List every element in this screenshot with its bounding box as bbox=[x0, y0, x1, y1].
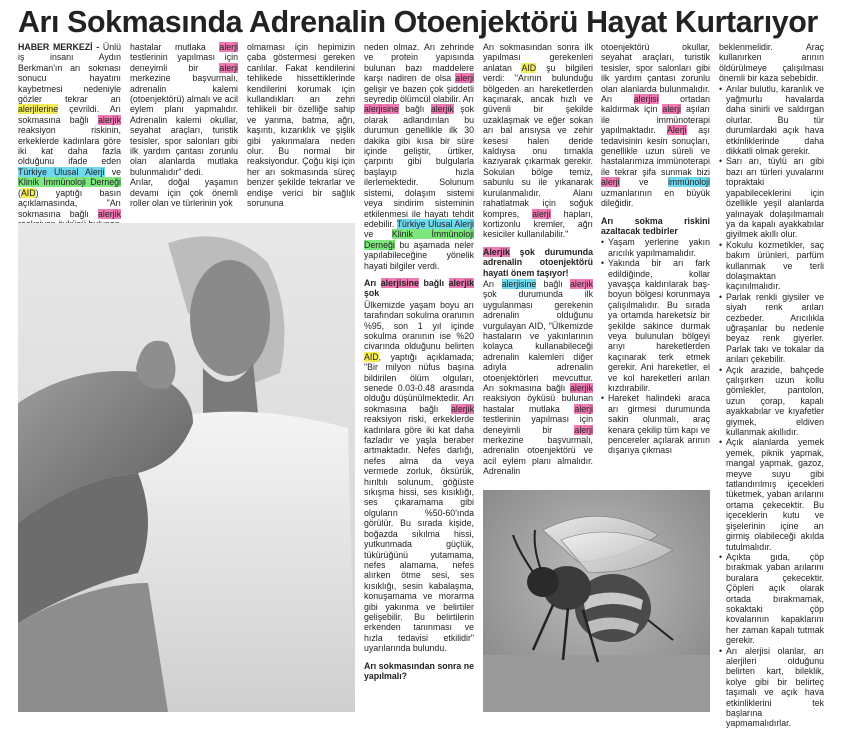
highlight-term: alerjilerine bbox=[18, 104, 59, 115]
column-1 bbox=[18, 42, 121, 222]
bee-photo bbox=[483, 490, 710, 712]
highlight-term: alerjisine bbox=[364, 104, 399, 115]
highlight-term: Türkiye Ulusal Alerji bbox=[396, 218, 474, 229]
highlight-term: Türkiye Ulusal Alerji bbox=[18, 166, 105, 177]
highlight-term: alerji bbox=[219, 62, 238, 73]
highlight-term: Alerjik bbox=[483, 246, 510, 257]
bullet-list bbox=[601, 237, 710, 456]
subheading: Arı sokma riskini azaltacak tedbirler bbox=[601, 215, 710, 236]
highlight-term: alerjisi bbox=[633, 94, 659, 105]
highlight-term: alerjisine bbox=[380, 277, 419, 288]
list-item: • Parlak renkli giysiler ve siyah renk arıları cezbeder. Arıcılıkla uğraşanlar bu nedenle beyaz renk giyerler. Parlak takı ve tokalar da arıları çekebilir. bbox=[719, 292, 824, 365]
highlight-term: Klinik İmmünoloji Derneği bbox=[18, 177, 121, 188]
highlight-term: alerjisine bbox=[501, 278, 537, 289]
list-item: • Sarı arı, tüylü arı gibi bazı arı türleri yuvalarını topraktaki yapabileceklerini için özellikle yeşil alanlarda yalınayak dolaşılmamalı ya da kapalı ayakkabılar giyilmek akıllı olur. bbox=[719, 156, 824, 239]
highlight-term: AID bbox=[521, 62, 537, 73]
list-item: • Arılar bulutlu, karanlık ve yağmurlu havalarda daha sinirli ve saldırgan olurlar. Bu tür durumlardaki açık hava etkinliklerinde daha dikkatli olmak gerekir. bbox=[719, 84, 824, 157]
photo-illustration bbox=[18, 223, 355, 712]
highlight-term: AID bbox=[20, 187, 36, 198]
paragraph: olmaması için hepimizin çaba göstermesi gereken canlılar. Fakat kendilerini tehlikede hissettiklerinde kendilerini korumak için kullandıkları arı zehri tehlikeli bir özelliğe sahip ve yanma, batma, ağrı, kaşıntı, kızarıklık ve şişlik gibi yakınmalara neden olur. Bu normal bir reaksiyondur. Çoğu kişi için her arı sokmasında süreç benzer şekilde tekrarlar ve endişe verici bir sağlık sorununa bbox=[247, 42, 355, 209]
highlight-term: alerjik bbox=[448, 277, 474, 288]
highlight-term: AID bbox=[364, 351, 379, 362]
column-2 bbox=[130, 42, 238, 222]
highlight-term: alerji bbox=[601, 177, 620, 188]
subheading: Arı sokmasından sonra ne yapılmalı? bbox=[364, 660, 474, 681]
paragraph: neden olmaz. Arı zehrinde ve protein yapısında bulunan bazı maddelere karşı nadiren de olsa alerji gelişir ve bazen çok şiddetli seyredip ölümcül olabilir. Arı alerjisine bağlı alerjik şok olarak adlandırılan bu durumun genellikle ilk 30 dakika gibi kısa bir süre içinde geliştir, ürtiker, çarpıntı gibi bulgularla başlayıp hızla ilerlemektedir. Solunum sistemi, dolaşım sistemi veya sindirim sisteminin etkilenmesi ile hayatı tehdit edebilir. Türkiye Ulusal Alerji ve Klinik İmmünoloji Derneği bu aşamada neler yapılabileceğine yönelik hayati bilgiler verdi. bbox=[364, 42, 474, 271]
subheading: Alerjik şok durumunda adrenalin otoenjektörü hayati önem taşıyor! bbox=[483, 246, 593, 278]
highlight-term: Alerji bbox=[666, 125, 687, 136]
highlight-term: alerjik bbox=[430, 104, 454, 115]
bullet-list bbox=[719, 84, 824, 729]
column-3 bbox=[247, 42, 355, 222]
list-item: • Açık arazide, bahçede çalışırken uzun kollu gömlekler, pantolon, uzun çorap, kapalı ayakkabılar ve kıyafetler giymek, eldiven kullanmak akıllıdır. bbox=[719, 365, 824, 438]
list-item: • Kokulu kozmetikler, saç bakım ürünleri, parfüm kullanmak ve terli dolaşmaktan kaçınılmalıdır. bbox=[719, 240, 824, 292]
column-4 bbox=[364, 42, 474, 712]
highlight-term: alerji bbox=[532, 208, 551, 219]
list-item: • Hareket halindeki araca arı girmesi durumunda sakin olunmalı, araç kenara çekilip tüm kapı ve pencereler açılarak arının dışarıya çıkması bbox=[601, 393, 710, 455]
paragraph: otoenjektörü okullar, seyahat araçları, turistik tesisler, spor salonları gibi ilk yardım çantası zorunlu olan alanlarda bulunmalıdır. Arı alerjisi ortadan kaldırmak için alerji aşıları ile immünoterapi yapılmaktadır. Alerji aşı tedavisinin kesin sonuçları, genellikle uzun süreli ve hastalarımıza immünoterapi ile tekrar şifa sunmak bizi alerji ve immünoloji uzmanlarının en büyük dileğidir. bbox=[601, 42, 710, 209]
highlight-term: alerjik bbox=[570, 278, 594, 289]
list-item: • Yaşam yerlerine yakın arıcılık yapılmamalıdır. bbox=[601, 237, 710, 258]
highlight-term: immünoloji bbox=[667, 177, 710, 188]
bee-illustration bbox=[483, 490, 710, 712]
highlight-term: alerji bbox=[574, 424, 593, 435]
highlight-term: alerjik bbox=[570, 383, 593, 393]
article-headline: Arı Sokmasında Adrenalin Otoenjektörü Hayat Kurtarıyor bbox=[18, 4, 818, 39]
list-item: • Açık alanlarda yemek yemek, piknik yapmak, mangal yapmak, gazoz, meyve suyu gibi tatlandırılmış içecekleri tüketmek, yaban arılarını ortama çekecektir. Bu içeceklerin kutu ve şişelerinin içine arı girmiş olabileceği akılda tutulmalıdır. bbox=[719, 437, 824, 551]
list-item: • Yakında bir arı fark edildiğinde, kollar yavaşça kaldırılarak baş-boyun bölgesi korunmaya çalışılmalıdır. Bu sırada ya ortamda hareketsiz bir şekilde sakince durmak veya bulunulan bölgeyi arıyı hareketlerden kaçınarak terk etmek gerekir. Ani hareketler, el ve kol hareketleri arıları kızdırabilir. bbox=[601, 258, 710, 393]
highlight-term: alerji bbox=[219, 42, 238, 52]
highlight-term: alerji bbox=[662, 104, 681, 115]
paragraph: Arı alerjisine bağlı alerjik şok durumunda ilk uygulanması gerekenin adrenalin olduğunu vurgulayan AID, "Ülkemizde hastaların ve yakınlarının kolayca kullanabileceği adrenalin kalemleri diğer adıyla adrenalin otoenjektörleri mevcuttur. Arı sokmasına bağlı alerjik reaksiyon öyküsü bulunan hastalar mutlaka alerji testlerinin yapılması için deneyimli bir alerji merkezine başvurmalı, adrenalin otoenjektörü ve acil eylem planı almalıdır. Adrenalin bbox=[483, 278, 594, 477]
paragraph: beklenmelidir. Araç kullanırken arının öldürülmeye çalışılması önemli bir kaza sebebidir. bbox=[719, 42, 824, 84]
paragraph: hastalar mutlaka alerji testlerinin yapılması için deneyimli bir alerji merkezine başvurmalı, adrenalin kalemi (otoenjektörü) almalı ve acil eylem planı yapmalıdır. Adrenalin kalemi okullar, seyahat araçları, turistik tesisler, spor salonları gibi ilk yardım çantası zorunlu olan alanlarda mutlaka bulunmalıdır" dedi. bbox=[130, 42, 238, 177]
paragraph: Ülkemizde yaşam boyu arı tarafından sokulma oranının %95, son 1 yıl içinde sokulma oranının ise %20 civarında olduğunu belirten AID, yaptığı açıklamada; "Bir milyon nüfus başına bildirilen ölüm olguları, senede 0.03-0.48 arasında olduğu düşünülmektedir. Arı sokmasına bağlı alerjik reaksiyon riski, erkeklerde kadınlara göre iki kat daha fazladır ve yaşla beraber artmaktadır. Nefes darlığı, nefes alma da veya vermede zorluk, öksürük, hırıltılı solunum, göğüste sıkışma hissi, ses kısıklığı, ses çıkaramama gibi olguların %50-60'ında görülür. Bu sırada kişide, boğazda sıkılma hissi, yutkunmada güçlük, tükürüğünü yutamama, nefes alamama, nefes alırken ötme sesi, ses kısıklığı, sesin kabalaşma, konuşamama ve morarma gibi yakınma ve belirtiler gelişebilir. Bu belirtilerin erkenden tanınması ve hızla tedavisi etkilidir" uyarılarında bulundu. bbox=[364, 299, 474, 654]
paragraph: Arı sokmasından sonra ilk yapılması gerekenleri anlatan AID şu bilgileri verdi: "Arının bulunduğu bölgeden arı hareketlerden kaçınarak, ancak hızlı ve güvenli bir şekilde uzaklaşmak ve eğer sokan arı bal arısıysa ve zehir kesesi halen deride kaldıysa onu tırnakla kazıyarak çıkarmak gerekir. Sokulan bölge temiz, sabunlu su ile yıkanarak kurulanmalıdır. Alanı rahatlatmak için soğuk kompres, alerji hapları, kortizonlu kremler, ağrı kesiciler kullanılabilir." bbox=[483, 42, 593, 240]
column-6 bbox=[601, 42, 710, 482]
byline: HABER MERKEZİ - bbox=[18, 42, 100, 52]
column-7 bbox=[719, 42, 824, 729]
highlight-term: alerjik bbox=[98, 208, 121, 219]
highlight-term: alerji bbox=[574, 403, 593, 414]
column-5 bbox=[483, 42, 593, 482]
intro-paragraph: HABER MERKEZİ - Ünlü iş insanı Aydın Berkman'ın arı sokması sonucu hayatını kaybetmesi nedeniyle gözler tekrar arı alerjilerine çevrildi. Arı sokmasına bağlı alerjik reaksiyon riskinin, erkeklerde kadınlara göre iki kat daha fazla olduğunu ifade eden Türkiye Ulusal Alerji ve Klinik İmmünoloji Derneği (AID) yaptığı basın açıklamasında, "Arı sokmasına bağlı alerjik bbox=[18, 42, 121, 219]
list-item: • Açıkta gıda, çöp bırakmak yaban arılarını buralara çekecektir. Çöpleri açık olarak ortada bırakmamak, sokaktaki çöp kovalarının kapaklarını her zaman kapalı tutmak gerekir. bbox=[719, 552, 824, 646]
list-item: • Arı alerjisi olanlar, arı alerjileri olduğunu belirten kart, bileklik, kolye gibi bir belirteç taşımalı ve açık hava etkinliklerini tek başlarına yapmamalıdırlar. bbox=[719, 646, 824, 729]
woman-arm-pain-photo bbox=[18, 223, 355, 712]
highlight-term: Klinik İmmünoloji Derneği bbox=[364, 229, 474, 250]
highlight-term: alerji bbox=[455, 73, 474, 84]
subheading: Arı alerjisine bağlı alerjik şok bbox=[364, 277, 474, 299]
highlight-term: alerjik bbox=[98, 114, 121, 125]
paragraph: Arılar, doğal yaşamın devamı için çok önemli roller olan ve türlerinin yok bbox=[130, 177, 238, 209]
highlight-term: alerjik bbox=[451, 403, 474, 414]
